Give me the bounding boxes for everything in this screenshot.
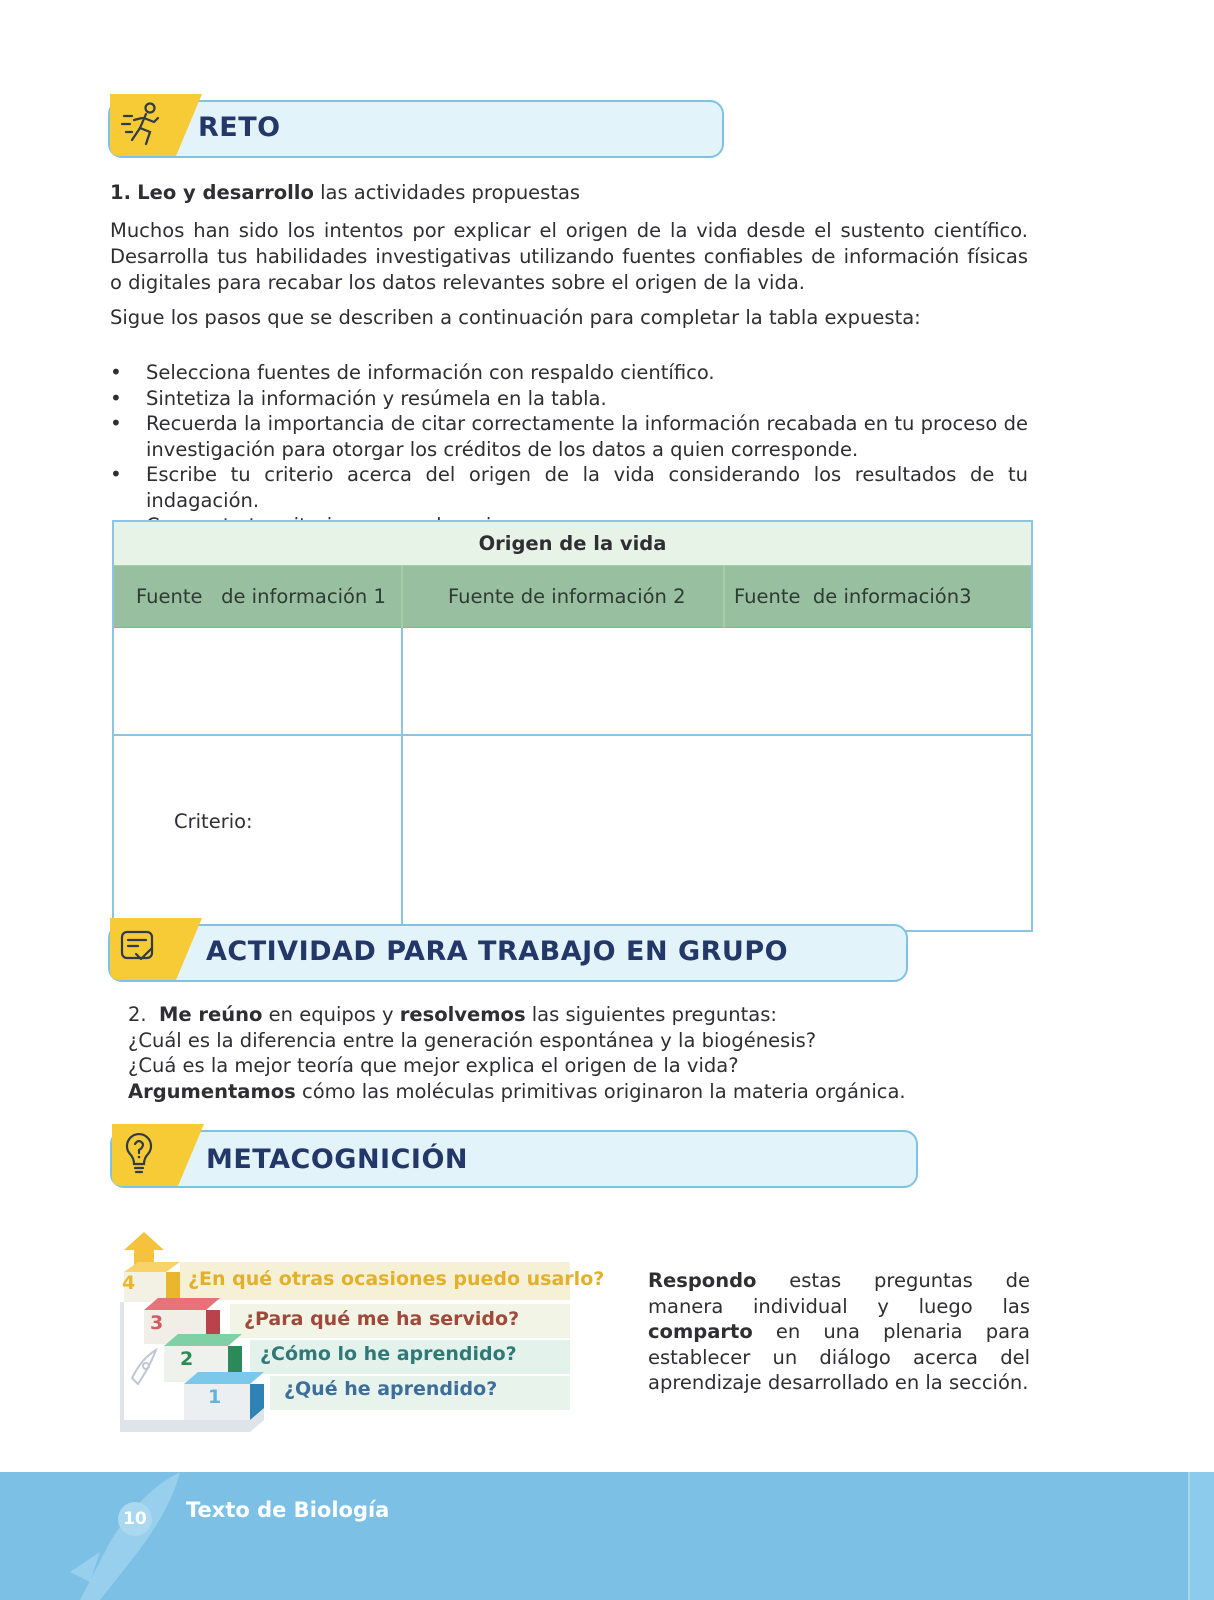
stairs-illustration — [110, 1232, 590, 1452]
metacognition-banner — [110, 1130, 918, 1188]
question-3: Argumentamos cómo las moléculas primitivas originaron la materia orgánica. — [128, 1079, 906, 1103]
criterio-label: Criterio: — [174, 810, 253, 833]
column-header: Fuente de información 1 — [136, 585, 386, 608]
activity-1-heading: 1. Leo y desarrollo las actividades propuestas — [110, 181, 581, 204]
step-number: 4 — [122, 1272, 136, 1294]
list-item: • Selecciona fuentes de información con respaldo científico. — [110, 360, 1028, 386]
step-label-2: ¿Cómo lo he aprendido? — [260, 1343, 517, 1365]
steps-list — [110, 360, 1028, 539]
reto-banner — [108, 100, 724, 158]
step-label-4: ¿En qué otras ocasiones puedo usarlo? — [188, 1268, 605, 1290]
table-header-row — [114, 566, 1031, 628]
column-header: Fuente de información 2 — [448, 585, 686, 608]
question-1: ¿Cuál es la diferencia entre la generación espontánea y la biogénesis? — [128, 1028, 817, 1052]
step-label-3: ¿Para qué me ha servido? — [244, 1308, 520, 1330]
list-item: • Sintetiza la información y resúmela en la tabla. — [110, 386, 1028, 412]
list-item: • Escribe tu criterio acerca del origen de la vida considerando los resultados de tu indagación. — [110, 462, 1028, 513]
metacognition-paragraph: Respondo estas preguntas de manera individual y luego las comparto en una plenaria para establecer un diálogo acerca del aprendizaje desarrollado en la sección. — [648, 1269, 1030, 1394]
table-cell-source-2-3[interactable] — [403, 628, 1031, 734]
metacognition-stairs — [110, 1232, 605, 1452]
origin-table — [112, 520, 1033, 932]
table-title: Origen de la vida — [114, 522, 1031, 566]
question-2: ¿Cuá es la mejor teoría que mejor explica el origen de la vida? — [128, 1054, 739, 1077]
group-activity-banner — [108, 924, 908, 982]
column-header: Fuente de información3 — [734, 585, 972, 608]
step-label-1: ¿Qué he aprendido? — [284, 1378, 498, 1400]
checklist-icon — [106, 918, 202, 980]
metacognition-title: METACOGNICIÓN — [206, 1144, 469, 1175]
page-number: 10 — [118, 1502, 152, 1536]
page-footer — [0, 1472, 1214, 1600]
running-person-icon — [106, 94, 202, 156]
criterio-answer-cell[interactable] — [403, 736, 1031, 930]
reto-title: RETO — [198, 112, 281, 143]
book-title: Texto de Biología — [186, 1498, 390, 1522]
group-activity-title: ACTIVIDAD PARA TRABAJO EN GRUPO — [206, 936, 789, 967]
list-item: • Recuerda la importancia de citar correctamente la información recabada en tu proceso de investigación para otorgar los créditos de los datos a quien corresponde. — [110, 411, 1028, 462]
group-activity-text: 2. Me reúno en equipos y resolvemos las siguientes preguntas: ¿Cuál es la diferencia entre la generación espontánea y la biogénesis? ¿Cuá es la mejor teoría que mejor explica el origen de la vida? Argumentamos cómo las moléculas primitivas originaron la materia orgánica. — [128, 1002, 1028, 1104]
activity-1-paragraph: Muchos han sido los intentos por explicar el origen de la vida desde el sustento científico. Desarrolla tus habilidades investigativas utilizando fuentes confiables de información físicas o digitales para recabar los datos relevantes sobre el origen de la vida. — [110, 219, 1028, 294]
step-number: 3 — [150, 1312, 164, 1334]
steps-intro: Sigue los pasos que se describen a continuación para completar la tabla expuesta: — [110, 306, 921, 329]
step-number: 2 — [180, 1348, 194, 1370]
step-number: 1 — [208, 1386, 222, 1408]
rocket-watermark-icon — [50, 1472, 190, 1600]
table-cell-source-1[interactable] — [114, 628, 401, 734]
rocket-icon — [132, 1350, 156, 1384]
lightbulb-question-icon — [108, 1124, 204, 1186]
footer-edge-strip — [1188, 1472, 1214, 1600]
